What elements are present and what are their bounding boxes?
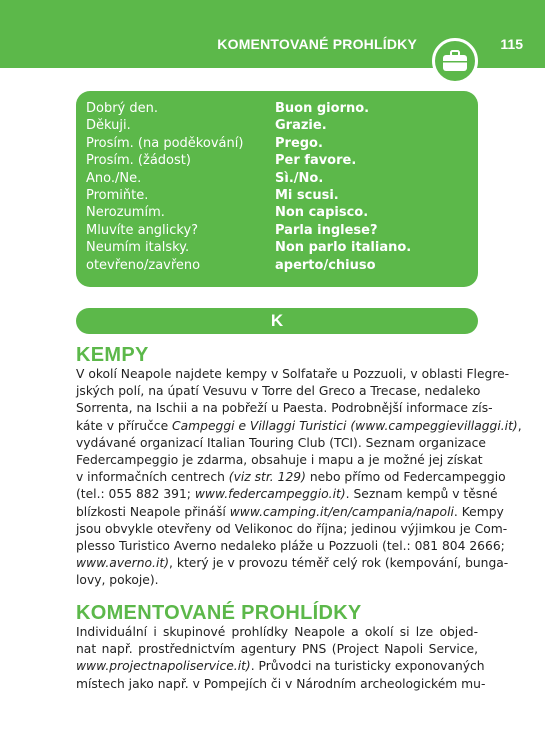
phrase-row — [86, 257, 376, 274]
text-line: nat např. prostřednictvím agentury PNS (Project Napoli Service, — [76, 642, 478, 657]
phrase-italian: Non capisco. — [275, 205, 369, 221]
text-line: Individuální i skupinové prohlídky Neapole a okolí si lze objed- — [76, 625, 478, 639]
suitcase-badge — [432, 38, 478, 84]
phrase-czech: Dobrý den. — [86, 101, 159, 116]
phrase-row — [86, 152, 357, 169]
text-line: blízkosti Neapole přináší www.camping.it/en/campania/napoli. Kempy — [76, 504, 504, 519]
text-line: v informačních centrech (viz str. 129) nebo přímo od Federcampeggio — [76, 470, 506, 485]
paragraph-prohlidky — [76, 624, 486, 693]
italic-reference: www.averno.it) — [76, 556, 169, 571]
phrase-italian: Per favore. — [275, 153, 357, 169]
suitcase-icon — [442, 50, 468, 72]
text-line: (tel.: 055 882 391; www.federcampeggio.it). Seznam kempů v těsné — [76, 487, 498, 502]
phrase-czech: Promiňte. — [86, 188, 149, 203]
phrase-row — [86, 170, 324, 187]
italic-reference: www.federcampeggio.it) — [194, 487, 346, 502]
phrase-row — [86, 135, 323, 152]
running-header-title: KOMENTOVANÉ PROHLÍDKY — [217, 36, 417, 52]
text-line: vydávané organizací Italian Touring Club (TCI). Seznam organizace — [76, 435, 486, 450]
heading-prohlidky: KOMENTOVANÉ PROHLÍDKY — [76, 602, 362, 624]
phrase-czech: otevřeno/zavřeno — [86, 257, 201, 273]
text-line: káte v příručce Campeggi e Villaggi Turistici (www.campeggievillaggi.it), — [76, 418, 522, 433]
phrase-italian: Parla inglese? — [275, 222, 378, 238]
text-line: www.projectnapoliservice.it). Průvodci na turisticky exponovaných — [76, 659, 485, 674]
phrase-row — [86, 204, 369, 221]
phrase-italian: Non parlo italiano. — [275, 240, 412, 256]
text-line: místech jako např. v Pompejích či v Národním archeologickém mu- — [76, 676, 486, 691]
text-line: Sorrenta, na Ischii a na pobřeží u Paesta. Podrobnější informace zís- — [76, 401, 493, 416]
phrase-czech: Nerozumím. — [86, 205, 165, 221]
phrase-italian: Sì./No. — [275, 170, 324, 186]
phrase-italian: Grazie. — [275, 118, 327, 134]
phrase-row — [86, 187, 339, 204]
text-line: plesso Turistico Averno nedaleko pláže u Pozzuoli (tel.: 081 804 2666; — [76, 539, 505, 554]
text-line: jsou obvykle otevřeny od Velikonoc do října; jedinou výjimkou je Com- — [76, 521, 508, 536]
text-line: jských polí, na úpatí Vesuvu v Torre del Greco a Trecase, nedaleko — [76, 384, 481, 399]
phrase-italian: Buon giorno. — [275, 101, 370, 116]
paragraph-kempy — [76, 366, 522, 590]
phrase-row — [86, 222, 378, 239]
italic-reference: www.camping.it/en/campania/napoli — [229, 504, 454, 519]
phrase-czech: Prosím. (na poděkování) — [86, 135, 244, 151]
phrase-czech: Prosím. (žádost) — [86, 153, 191, 169]
phrase-italian: aperto/chiuso — [275, 257, 376, 273]
phrase-czech: Děkuji. — [86, 118, 131, 134]
phrase-row — [86, 100, 370, 117]
phrase-row — [86, 117, 327, 134]
page-number: 115 — [500, 36, 523, 52]
phrase-row — [86, 239, 412, 256]
italic-reference: (viz str. 129) — [228, 470, 306, 485]
phrase-czech: Mluvíte anglicky? — [86, 222, 199, 238]
phrase-box — [76, 91, 478, 287]
italic-reference: Campeggi e Villaggi Turistici (www.campeggievillaggi.it) — [172, 418, 518, 433]
phrase-czech: Ano./Ne. — [86, 170, 142, 186]
italic-reference: www.projectnapoliservice.it) — [76, 659, 251, 674]
section-letter: K — [270, 311, 284, 330]
heading-kempy: KEMPY — [76, 344, 149, 366]
phrase-czech: Neumím italsky. — [86, 240, 190, 256]
phrase-italian: Prego. — [275, 135, 323, 151]
text-line: lovy, pokoje). — [76, 573, 159, 588]
text-line: V okolí Neapole najdete kempy v Solfataře u Pozzuoli, v oblasti Flegre- — [76, 367, 510, 381]
phrase-italian: Mi scusi. — [275, 188, 339, 203]
text-line: www.averno.it), který je v provozu téměř celý rok (kempování, bunga- — [76, 556, 509, 571]
letter-divider — [76, 308, 478, 334]
text-line: Federcampeggio je zdarma, obsahuje i mapu a je možné jej získat — [76, 453, 483, 468]
